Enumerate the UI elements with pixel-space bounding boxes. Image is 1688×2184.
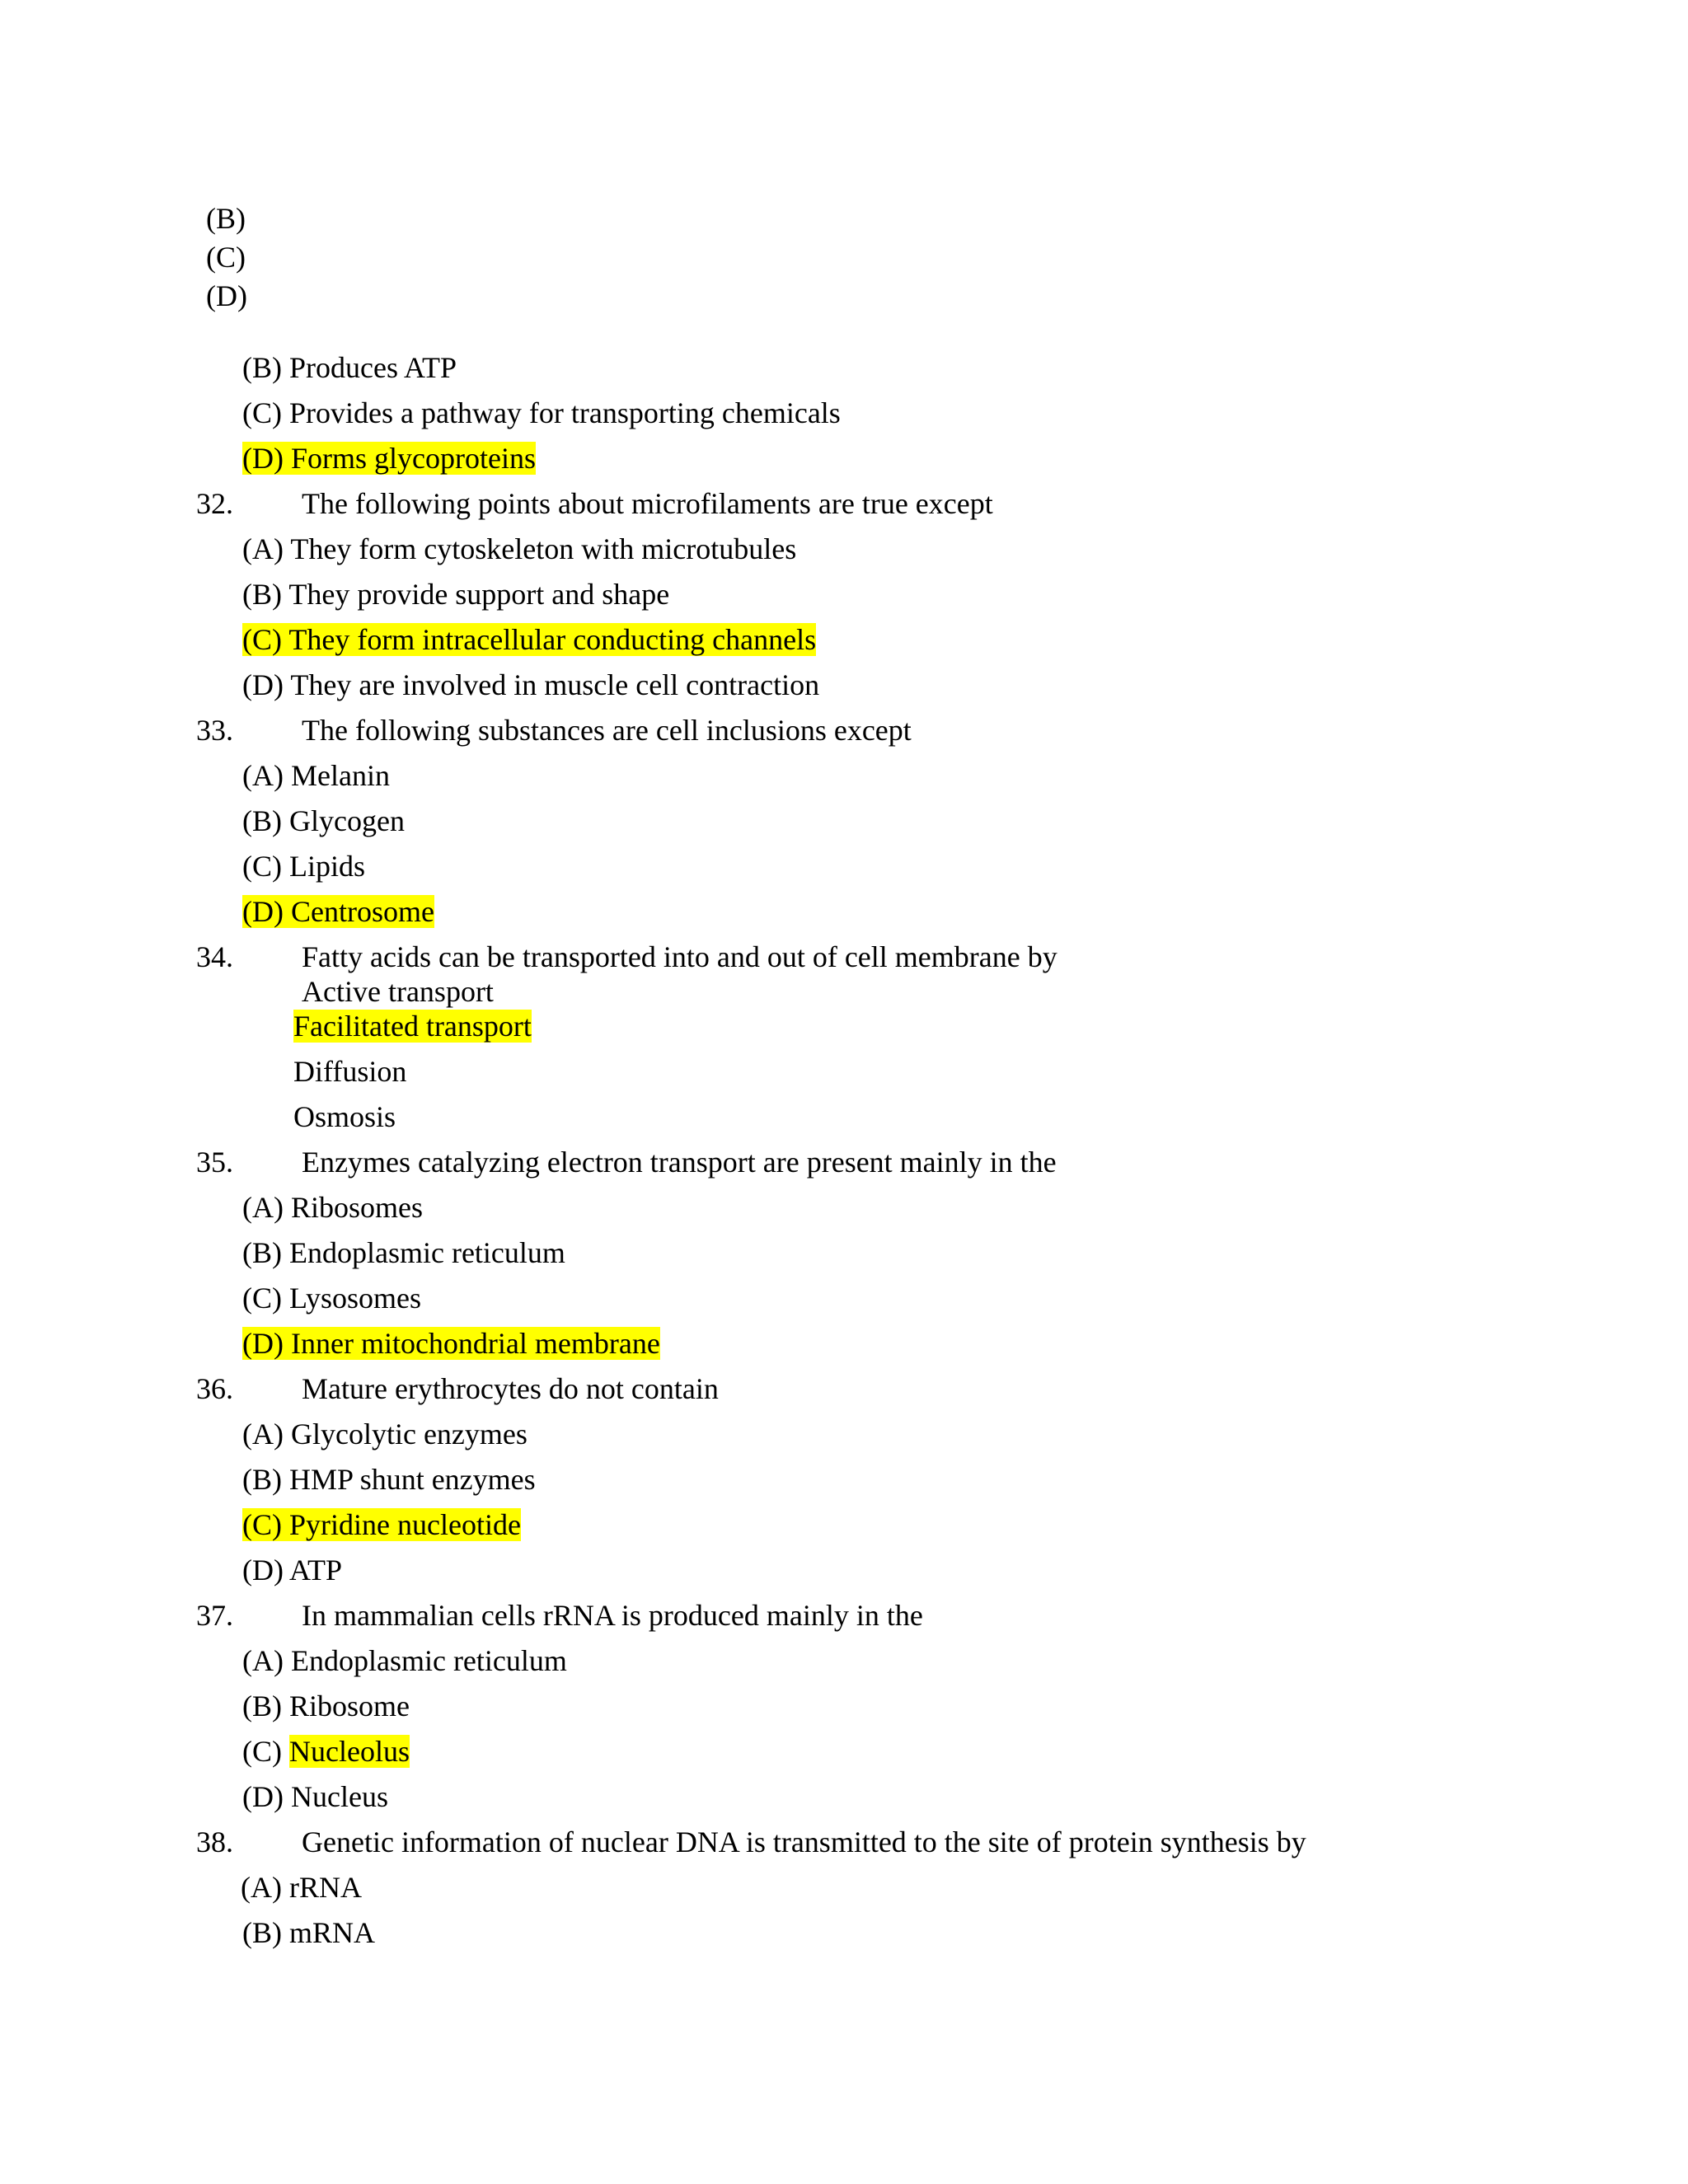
q33-option-d: [242, 893, 434, 930]
answer-highlight: Nucleolus: [289, 1735, 410, 1768]
fragment-label-d: (D): [206, 279, 247, 312]
option-label: (A): [242, 1418, 284, 1451]
q35-number: 35.: [196, 1146, 233, 1179]
option-text: Produces ATP: [289, 351, 457, 384]
option-label: (B): [242, 1690, 282, 1722]
q35-option-b: [242, 1235, 565, 1271]
answer-highlight: [242, 1508, 521, 1541]
q33-stem: The following substances are cell inclusions except: [302, 714, 912, 747]
option-label: (B): [242, 1463, 282, 1496]
q36-option-d: [242, 1552, 342, 1588]
option-text: They provide support and shape: [288, 578, 670, 611]
q31-option-d: [242, 440, 536, 476]
q38-stem: Genetic information of nuclear DNA is transmitted to the site of protein synthesis by: [302, 1825, 1306, 1858]
q35-option-c: [242, 1280, 421, 1316]
q31-option-c: [242, 395, 841, 431]
q36-stem: Mature erythrocytes do not contain: [302, 1372, 719, 1405]
option-text: They form cytoskeleton with microtubules: [290, 532, 797, 565]
q31-option-b: [242, 349, 457, 386]
option-label: (B): [242, 1236, 282, 1269]
q33-option-a: [242, 757, 390, 794]
q36-option-a: [242, 1416, 528, 1452]
option-label: (A): [241, 1871, 282, 1904]
option-text: ATP: [289, 1554, 343, 1586]
fragment-label-b: (B): [206, 202, 246, 235]
option-label: (B): [242, 351, 282, 384]
option-text: Inner mitochondrial membrane: [290, 1327, 660, 1360]
answer-highlight: [242, 442, 536, 475]
option-text: HMP shunt enzymes: [289, 1463, 536, 1496]
option-text: Glycogen: [289, 804, 405, 837]
q35-option-d: [242, 1325, 660, 1361]
option-label: (A): [242, 1191, 284, 1224]
option-text: mRNA: [289, 1916, 376, 1949]
q38-option-a: [241, 1869, 362, 1905]
q34-option-1: Active transport: [302, 975, 494, 1008]
q38-option-b: [242, 1915, 375, 1951]
q36-option-b: [242, 1461, 536, 1497]
option-label: (B): [242, 804, 282, 837]
option-label: (A): [242, 1644, 284, 1677]
q37-option-d: [242, 1779, 388, 1815]
option-label: (D): [242, 668, 284, 701]
option-label: (A): [242, 759, 284, 792]
option-label: (C): [242, 1735, 282, 1768]
option-label: (D): [242, 442, 284, 475]
q37-number: 37.: [196, 1599, 233, 1632]
option-text: rRNA: [288, 1871, 362, 1904]
option-label: (D): [242, 1327, 284, 1360]
q32-number: 32.: [196, 487, 233, 520]
answer-highlight: [242, 895, 434, 928]
option-text: Centrosome: [290, 895, 434, 928]
answer-highlight: [242, 1327, 660, 1360]
option-label: (D): [242, 895, 284, 928]
option-text: Ribosomes: [290, 1191, 423, 1224]
q32-stem: The following points about microfilaments are true except: [302, 487, 993, 520]
option-text: Lysosomes: [289, 1282, 422, 1315]
q33-option-b: [242, 803, 405, 839]
q35-option-a: [242, 1189, 423, 1226]
q36-option-c: [242, 1507, 521, 1543]
q37-option-c: [242, 1733, 410, 1769]
option-text: Endoplasmic reticulum: [290, 1644, 567, 1677]
q37-option-b: [242, 1688, 410, 1724]
q32-option-a: [242, 531, 796, 567]
option-text: Glycolytic enzymes: [290, 1418, 528, 1451]
option-label: (D): [242, 1780, 284, 1813]
option-text: Melanin: [290, 759, 390, 792]
option-label: (A): [242, 532, 284, 565]
option-text: Ribosome: [289, 1690, 410, 1722]
option-label: (C): [242, 1508, 282, 1541]
option-text: Pyridine nucleotide: [289, 1508, 521, 1541]
q33-number: 33.: [196, 714, 233, 747]
option-label: (C): [242, 623, 282, 656]
option-label: (B): [242, 1916, 282, 1949]
option-text: Forms glycoproteins: [290, 442, 536, 475]
q34-option-3: Diffusion: [293, 1055, 407, 1088]
option-label: (C): [242, 1282, 282, 1315]
option-label: (D): [242, 1554, 284, 1586]
q36-number: 36.: [196, 1372, 233, 1405]
q33-option-c: [242, 848, 365, 884]
answer-highlight: Facilitated transport: [293, 1010, 532, 1043]
option-text: They are involved in muscle cell contraction: [290, 668, 820, 701]
option-label: (C): [242, 850, 282, 883]
q34-stem: Fatty acids can be transported into and out of cell membrane by: [302, 940, 1057, 973]
q32-option-d: [242, 667, 819, 703]
q32-option-b: [242, 576, 669, 612]
q35-stem: Enzymes catalyzing electron transport are present mainly in the: [302, 1146, 1057, 1179]
option-label: (B): [242, 578, 282, 611]
fragment-label-c: (C): [206, 241, 246, 274]
option-text: Lipids: [289, 850, 366, 883]
answer-highlight: [242, 623, 816, 656]
q37-stem: In mammalian cells rRNA is produced mainly in the: [302, 1599, 923, 1632]
option-label: (C): [242, 396, 282, 429]
q34-option-2: [293, 1008, 532, 1044]
q34-option-4: Osmosis: [293, 1100, 396, 1133]
option-text: They form intracellular conducting channels: [288, 623, 817, 656]
option-text: Nucleus: [290, 1780, 388, 1813]
option-text: Provides a pathway for transporting chemicals: [289, 396, 841, 429]
q38-number: 38.: [196, 1825, 233, 1858]
q34-number: 34.: [196, 940, 233, 973]
q37-option-a: [242, 1643, 567, 1679]
q32-option-c: [242, 621, 816, 658]
option-text: Endoplasmic reticulum: [289, 1236, 565, 1269]
